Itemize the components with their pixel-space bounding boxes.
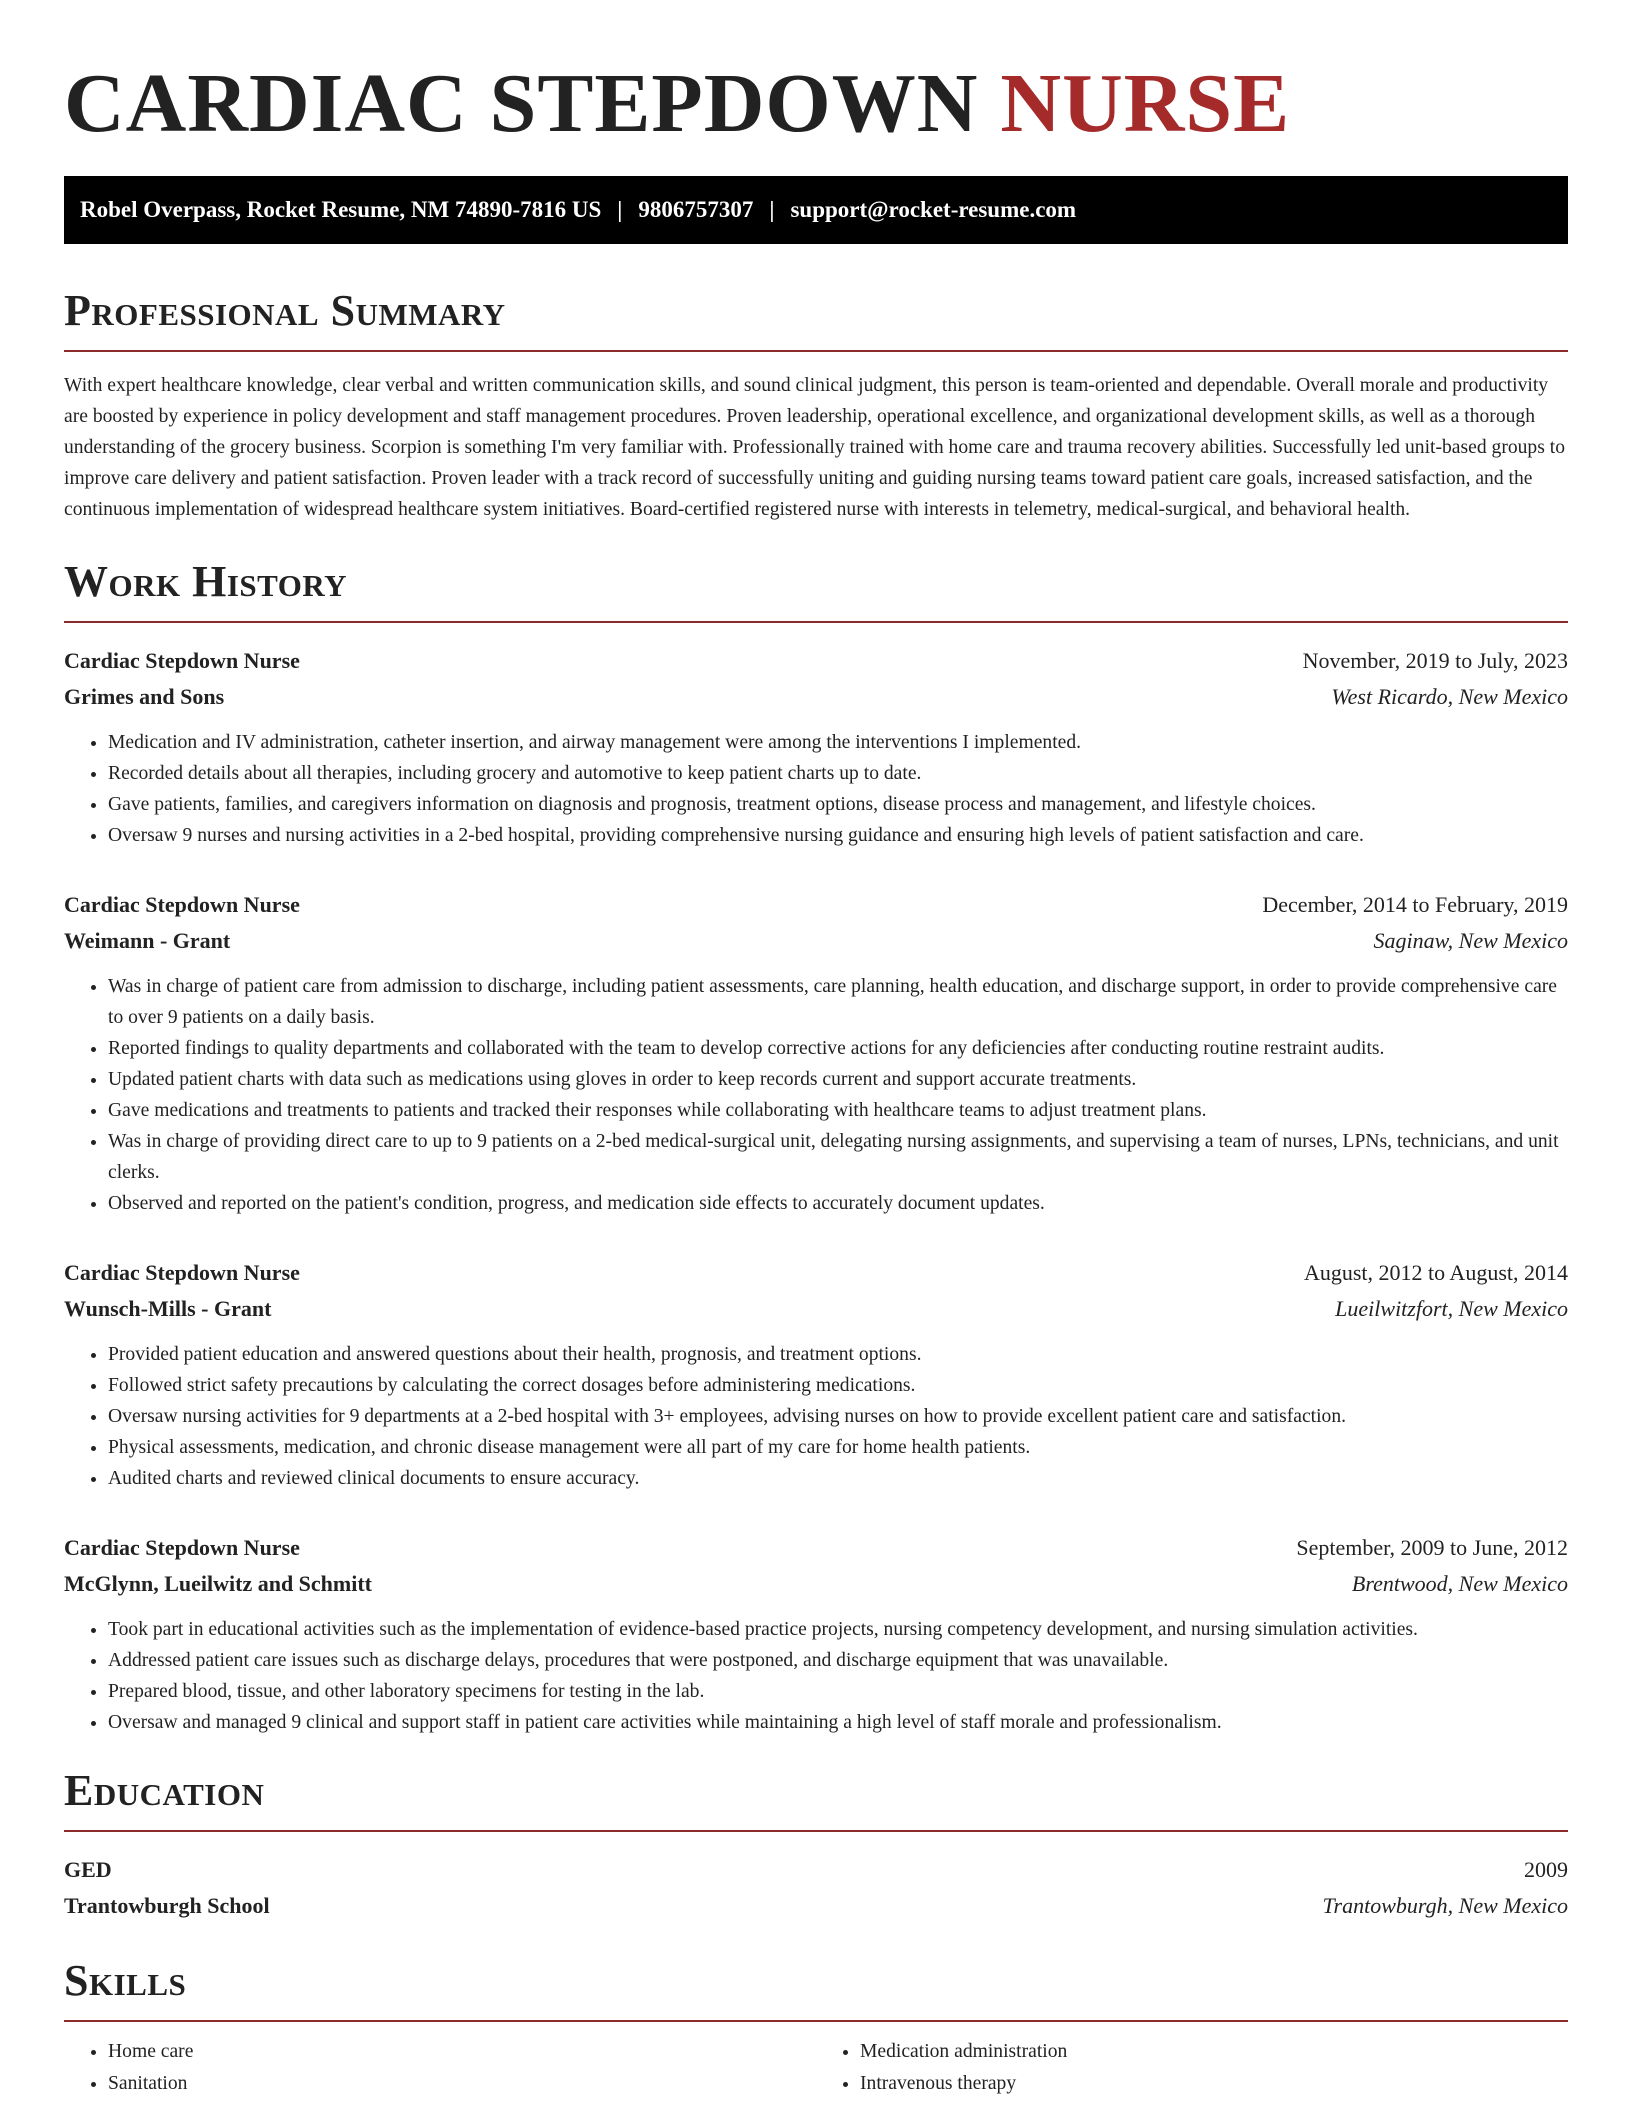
job-dates: December, 2014 to February, 2019 — [1262, 892, 1568, 917]
job-title: Cardiac Stepdown Nurse — [64, 1535, 300, 1560]
education-heading: Education — [64, 1766, 1568, 1832]
list-item: • Oversaw and managed 9 clinical and support staff in patient care activities while maintaining a high level of staff morale and professionalism. — [108, 1707, 1568, 1738]
title-main: CARDIAC STEPDOWN — [64, 57, 1001, 150]
skills-grid — [64, 2036, 1568, 2100]
list-item: • Oversaw nursing activities for 9 departments at a 2-bed hospital with 3+ employees, advising nurses on how to provide excellent patient care and satisfaction. — [108, 1401, 1568, 1432]
job-location: West Ricardo, New Mexico — [1331, 684, 1568, 709]
job-title-row — [64, 643, 1568, 679]
list-item: • Updated patient charts with data such as medications using gloves in order to keep records current and support accurate treatments. — [108, 1064, 1568, 1095]
education-location: Trantowburgh, New Mexico — [1322, 1893, 1568, 1918]
work-history-heading: Work History — [64, 557, 1568, 623]
job-entry — [64, 1255, 1568, 1494]
job-company-row — [64, 679, 1568, 715]
job-bullets — [64, 1614, 1568, 1738]
job-entry — [64, 643, 1568, 851]
list-item: • Audited charts and reviewed clinical documents to ensure accuracy. — [108, 1463, 1568, 1494]
contact-phone: 9806757307 — [638, 197, 754, 222]
list-item: • Gave medications and treatments to patients and tracked their responses while collaborating with healthcare teams to adjust treatment plans. — [108, 1095, 1568, 1126]
job-location: Lueilwitzfort, New Mexico — [1335, 1296, 1568, 1321]
job-title: Cardiac Stepdown Nurse — [64, 1260, 300, 1285]
skills-column-left — [64, 2036, 816, 2100]
list-item: • Observed and reported on the patient's condition, progress, and medication side effects to accurately document updates. — [108, 1188, 1568, 1219]
resume-title — [64, 0, 1568, 152]
skill-item: • Sanitation — [108, 2068, 816, 2100]
education-section — [64, 1766, 1568, 1924]
list-item: • Medication and IV administration, catheter insertion, and airway management were among the interventions I implemented. — [108, 727, 1568, 758]
job-company-row — [64, 923, 1568, 959]
summary-heading: Professional Summary — [64, 286, 1568, 352]
job-company: Wunsch-Mills - Grant — [64, 1296, 272, 1321]
skills-column-right — [816, 2036, 1568, 2100]
summary-text: With expert healthcare knowledge, clear verbal and written communication skills, and sound clinical judgment, this person is team-oriented and dependable. Overall morale and productivity are boosted by experience in policy development and staff management procedures. Proven leadership, operational excellence, and organizational development skills, as well as a thorough understanding of the grocery business. Scorpion is something I'm very familiar with. Professionally trained with home care and trauma recovery abilities. Successfully led unit-based groups to improve care delivery and patient satisfaction. Proven leader with a track record of successfully uniting and guiding nursing teams toward patient care goals, increased satisfaction, and the continuous implementation of widespread healthcare system initiatives. Board-certified registered nurse with interests in telemetry, medical-surgical, and behavioral health. — [64, 375, 1565, 520]
list-item: • Followed strict safety precautions by calculating the correct dosages before administering medications. — [108, 1370, 1568, 1401]
job-title: Cardiac Stepdown Nurse — [64, 648, 300, 673]
contact-email: support@rocket-resume.com — [790, 197, 1077, 222]
skill-item: • Medication administration — [860, 2036, 1568, 2068]
list-item: • Was in charge of providing direct care to up to 9 patients on a 2-bed medical-surgical unit, delegating nursing assignments, and supervising a team of nurses, LPNs, technicians, and unit clerks. — [108, 1126, 1568, 1188]
job-company: Weimann - Grant — [64, 928, 231, 953]
contact-address: Robel Overpass, Rocket Resume, NM 74890-7816 US — [80, 197, 602, 222]
list-item: • Took part in educational activities such as the implementation of evidence-based practice projects, nursing competency development, and nursing simulation activities. — [108, 1614, 1568, 1645]
job-company: McGlynn, Lueilwitz and Schmitt — [64, 1571, 373, 1596]
education-entry — [64, 1852, 1568, 1924]
list-item: • Reported findings to quality departments and collaborated with the team to develop corrective actions for any deficiencies after conducting routine restraint audits. — [108, 1033, 1568, 1064]
job-company-row — [64, 1566, 1568, 1602]
education-degree-row — [64, 1852, 1568, 1888]
summary-section — [64, 286, 1568, 525]
skills-section — [64, 1956, 1568, 2100]
list-item: • Physical assessments, medication, and chronic disease management were all part of my care for home health patients. — [108, 1432, 1568, 1463]
job-title-row — [64, 1255, 1568, 1291]
job-location: Brentwood, New Mexico — [1351, 1571, 1568, 1596]
list-item: • Prepared blood, tissue, and other laboratory specimens for testing in the lab. — [108, 1676, 1568, 1707]
education-school-row — [64, 1888, 1568, 1924]
job-location: Saginaw, New Mexico — [1373, 928, 1568, 953]
list-item: • Recorded details about all therapies, including grocery and automotive to keep patient charts up to date. — [108, 758, 1568, 789]
list-item: • Oversaw 9 nurses and nursing activities in a 2-bed hospital, providing comprehensive nursing guidance and ensuring high levels of patient satisfaction and care. — [108, 820, 1568, 851]
job-bullets — [64, 971, 1568, 1219]
job-dates: August, 2012 to August, 2014 — [1303, 1260, 1568, 1285]
contact-separator: | — [769, 197, 775, 222]
contact-separator: | — [617, 197, 623, 222]
work-history-section — [64, 557, 1568, 1738]
list-item: • Addressed patient care issues such as discharge delays, procedures that were postponed, and discharge equipment that was unavailable. — [108, 1645, 1568, 1676]
education-school: Trantowburgh School — [64, 1893, 270, 1918]
education-degree: GED — [64, 1857, 112, 1882]
skill-item: • Intravenous therapy — [860, 2068, 1568, 2100]
job-title: Cardiac Stepdown Nurse — [64, 892, 300, 917]
job-title-row — [64, 1530, 1568, 1566]
skills-heading: Skills — [64, 1956, 1568, 2022]
list-item: • Provided patient education and answered questions about their health, prognosis, and treatment options. — [108, 1339, 1568, 1370]
job-dates: November, 2019 to July, 2023 — [1302, 648, 1568, 673]
list-item: • Gave patients, families, and caregivers information on diagnosis and prognosis, treatment options, disease process and management, and lifestyle choices. — [108, 789, 1568, 820]
job-entry — [64, 887, 1568, 1219]
job-dates: September, 2009 to June, 2012 — [1296, 1535, 1568, 1560]
job-company: Grimes and Sons — [64, 684, 225, 709]
job-title-row — [64, 887, 1568, 923]
education-year: 2009 — [1524, 1857, 1568, 1882]
job-company-row — [64, 1291, 1568, 1327]
skill-item: • Home care — [108, 2036, 816, 2068]
job-bullets — [64, 1339, 1568, 1494]
contact-bar — [64, 176, 1568, 244]
job-bullets — [64, 727, 1568, 851]
list-item: • Was in charge of patient care from admission to discharge, including patient assessments, care planning, health education, and discharge support, in order to provide comprehensive care to over 9 patients on a daily basis. — [108, 971, 1568, 1033]
title-accent: NURSE — [1000, 57, 1291, 150]
job-entry — [64, 1530, 1568, 1738]
